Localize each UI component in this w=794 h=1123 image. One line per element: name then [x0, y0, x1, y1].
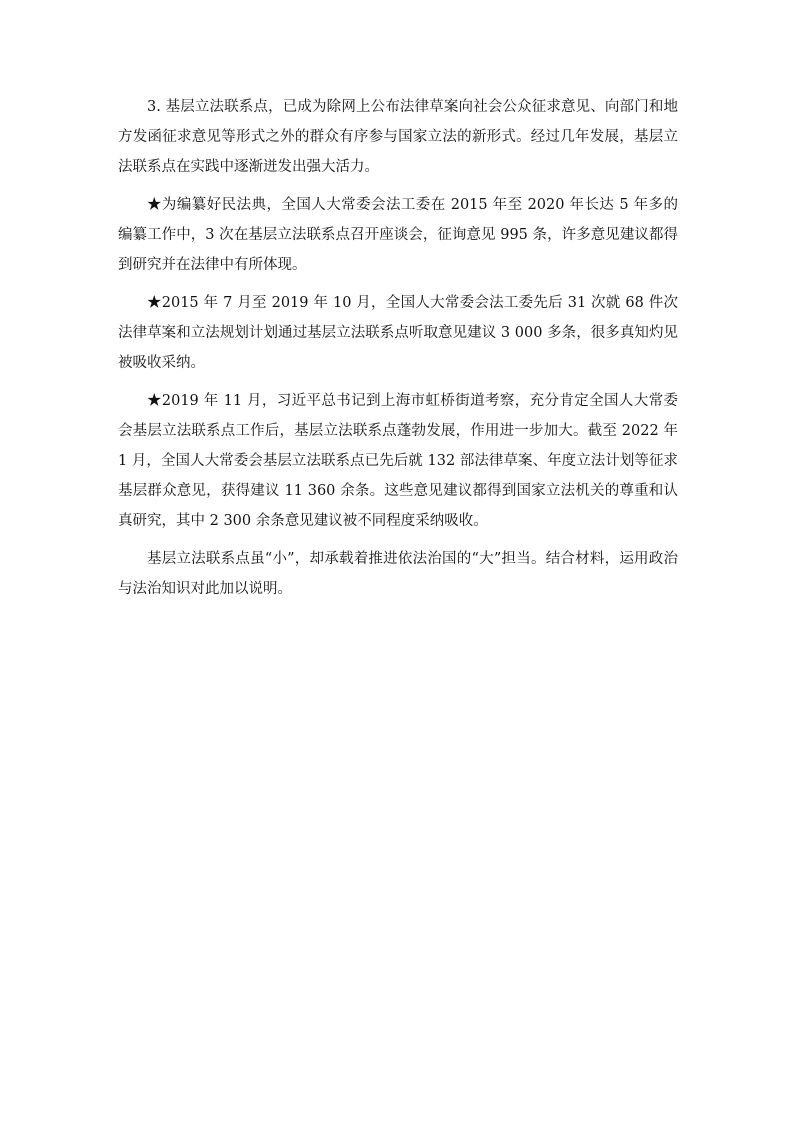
material-paragraph-2015-2019: ★2015 年 7 月至 2019 年 10 月，全国人大常委会法工委先后 31 次就 68 件次法律草案和立法规划计划通过基层立法联系点听取意见建议 3 000 多条，很多真知灼见被吸收采纳。 [118, 295, 678, 371]
material-paragraph-civil-code: ★为编纂好民法典，全国人大常委会法工委在 2015 年至 2020 年长达 5 年多的编纂工作中，3 次在基层立法联系点召开座谈会，征询意见 995 条，许多意见建议都得到研究并在法律中有所体现。 [118, 197, 678, 273]
question-prompt-paragraph: 基层立法联系点虽“小”，却承载着推进依法治国的“大”担当。结合材料，运用政治与法治知识对此加以说明。 [118, 551, 678, 597]
question-intro-paragraph: 3. 基层立法联系点，已成为除网上公布法律草案向社会公众征求意见、向部门和地方发函征求意见等形式之外的群众有序参与国家立法的新形式。经过几年发展，基层立法联系点在实践中逐渐迸发出强大活力。 [118, 99, 678, 175]
material-paragraph-2019-2022: ★2019 年 11 月，习近平总书记到上海市虹桥街道考察，充分肯定全国人大常委会基层立法联系点工作后，基层立法联系点蓬勃发展，作用进一步加大。截至 2022 年 1 月，全国人大常委会基层立法联系点已先后就 132 部法律草案、年度立法计划等征求基层群众意见，获得建议 11 360 余条。这些意见建议都得到国家立法机关的尊重和认真研究，其中 2 300 余条意见建议被不同程度采纳吸收。 [118, 393, 678, 529]
question-body [118, 92, 678, 612]
